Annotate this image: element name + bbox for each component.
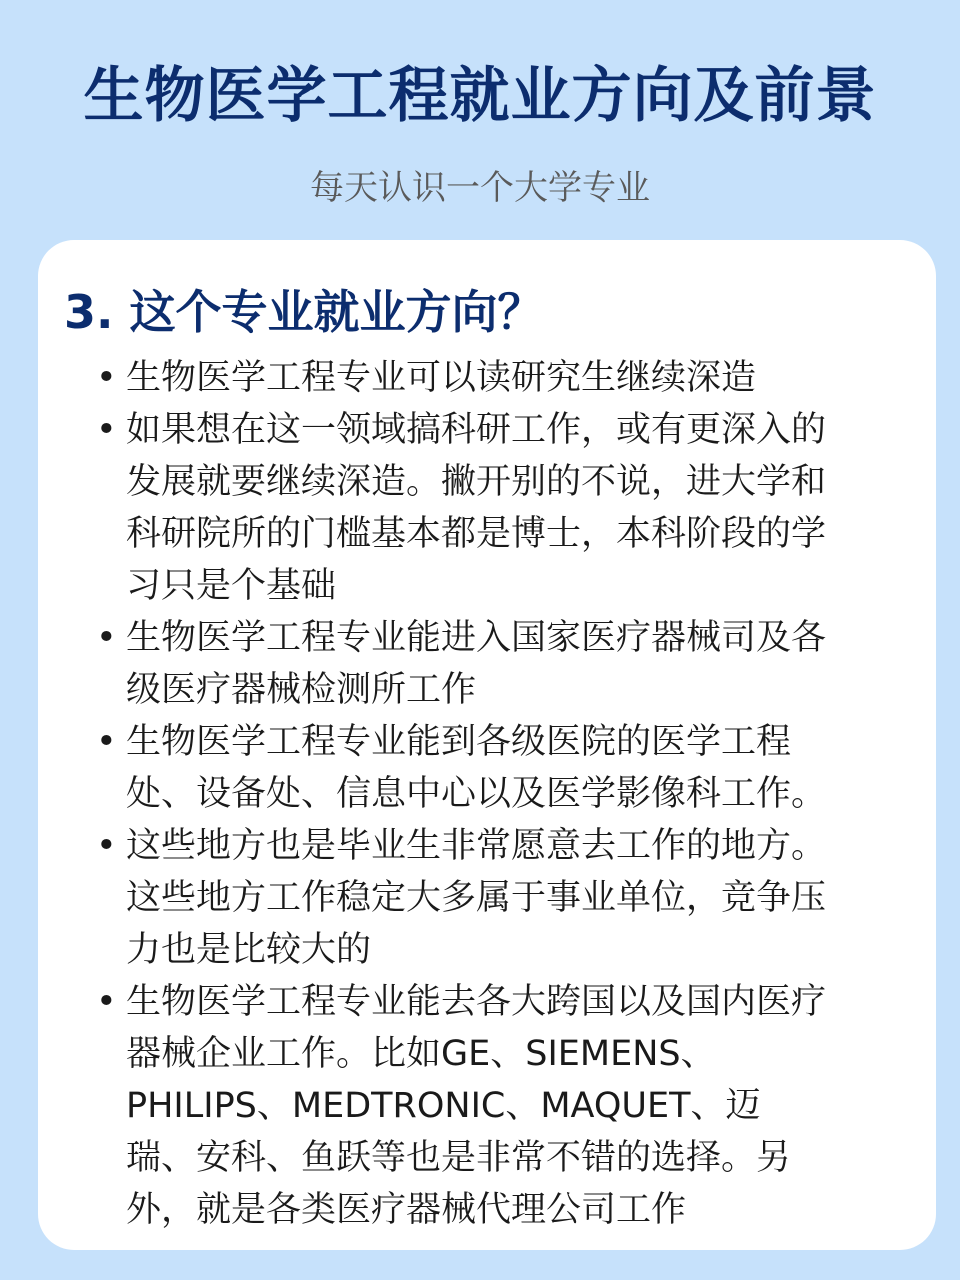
bullet-dot-icon: • <box>96 982 117 1022</box>
list-item-line: 生物医学工程专业能到各级医院的医学工程 <box>126 722 792 762</box>
list-item <box>96 404 902 612</box>
list-item-line: 发展就要继续深造。撇开别的不说，进大学和 <box>126 462 827 502</box>
list-item-line: 外，就是各类医疗器械代理公司工作 <box>126 1190 687 1230</box>
page-subtitle: 每天认识一个大学专业 <box>310 168 650 208</box>
list-item-line: 处、设备处、信息中心以及医学影像科工作。 <box>126 774 827 814</box>
list-item-line: 器械企业工作。比如GE、SIEMENS、 <box>126 1034 716 1074</box>
list-item-line: PHILIPS、MEDTRONIC、MAQUET、迈 <box>126 1086 761 1126</box>
list-item-line: 瑞、安科、鱼跃等也是非常不错的选择。另 <box>126 1138 792 1178</box>
list-item-line: 力也是比较大的 <box>126 930 372 970</box>
list-item-line: 生物医学工程专业可以读研究生继续深造 <box>126 358 757 398</box>
list-item <box>96 612 902 716</box>
list-item-line: 生物医学工程专业能进入国家医疗器械司及各 <box>126 618 827 658</box>
list-item-line: 这些地方也是毕业生非常愿意去工作的地方。 <box>126 826 827 866</box>
bullet-dot-icon: • <box>96 618 117 658</box>
list-item-line: 科研院所的门槛基本都是博士，本科阶段的学 <box>126 514 827 554</box>
list-item <box>96 352 902 404</box>
bullet-dot-icon: • <box>96 722 117 762</box>
bullet-dot-icon: • <box>96 826 117 866</box>
bullet-dot-icon: • <box>96 410 117 450</box>
bullet-list <box>96 352 902 1236</box>
page-title: 生物医学工程就业方向及前景 <box>83 61 877 131</box>
content-card <box>38 240 936 1250</box>
list-item-line: 如果想在这一领域搞科研工作，或有更深入的 <box>126 410 827 450</box>
list-item-line: 习只是个基础 <box>126 566 337 606</box>
list-item <box>96 976 902 1236</box>
list-item <box>96 820 902 976</box>
bullet-dot-icon: • <box>96 358 117 398</box>
list-item <box>96 716 902 820</box>
list-item-line: 生物医学工程专业能去各大跨国以及国内医疗 <box>126 982 827 1022</box>
section-heading: 3. 这个专业就业方向？ <box>64 285 544 339</box>
list-item-line: 级医疗器械检测所工作 <box>126 670 477 710</box>
list-item-line: 这些地方工作稳定大多属于事业单位，竞争压 <box>126 878 827 918</box>
